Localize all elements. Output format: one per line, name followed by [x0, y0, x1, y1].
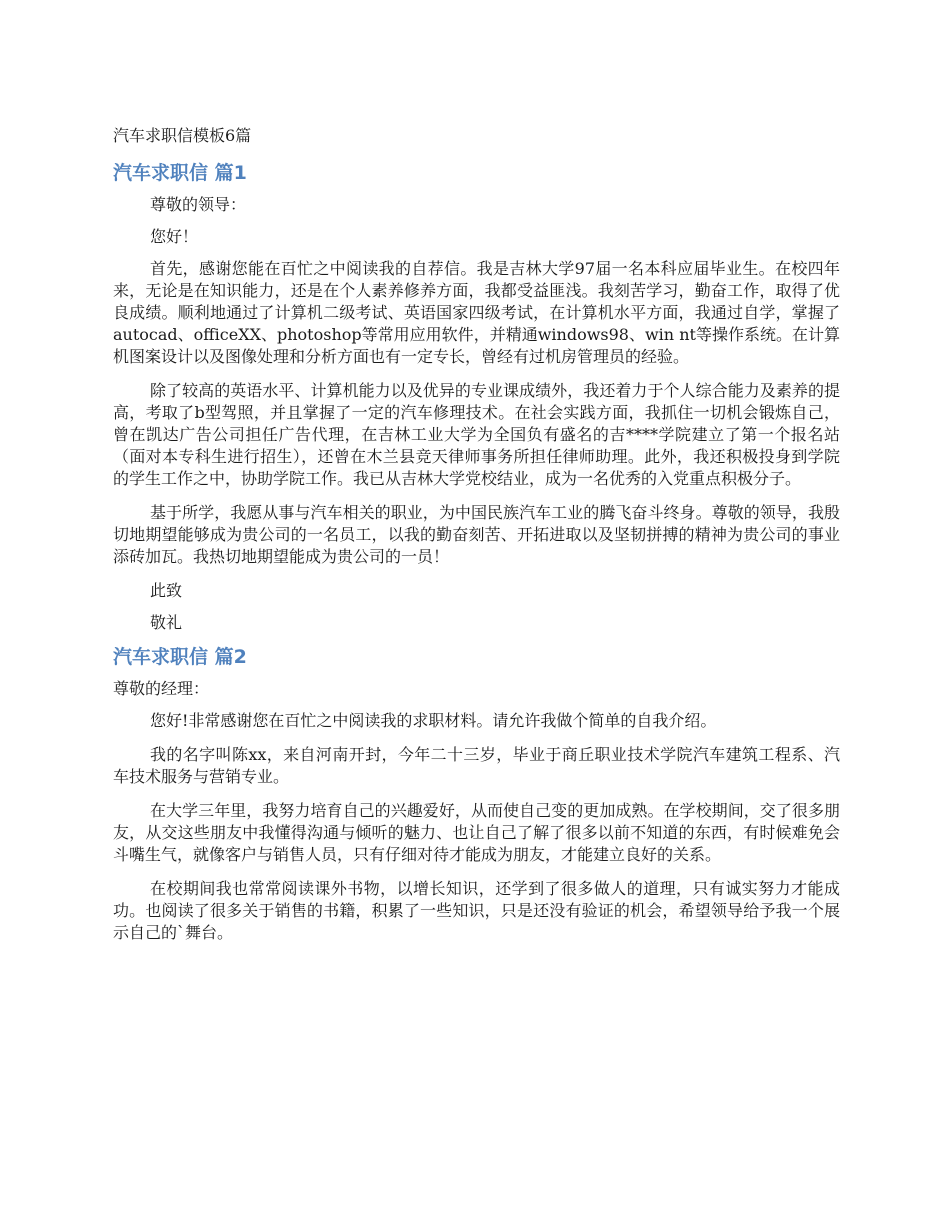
document-title: 汽车求职信模板6篇 [113, 126, 252, 145]
salutation: 尊敬的经理： [113, 679, 210, 698]
section-2 [113, 644, 840, 944]
greeting: 您好！ [150, 227, 199, 246]
body-paragraph: 您好!非常感谢您在百忙之中阅读我的求职材料。请允许我做个简单的自我介绍。 [150, 711, 717, 730]
section-heading: 汽车求职信 篇1 [113, 162, 247, 184]
section-1 [113, 160, 840, 634]
body-paragraph: 首先，感谢您能在百忙之中阅读我的自荐信。我是吉林大学97届一名本科应届毕业生。在校四年来，无论是在知识能力，还是在个人素养修养方面，我都受益匪浅。我刻苦学习，勤奋工作，取得了优良成绩。顺利地通过了计算机二级考试、英语国家四级考试，在计算机水平方面，我通过自学，掌握了autocad、officeXX、photoshop等常用应用软件，并精通windows98、win nt等操作系统。在计算机图案设计以及图像处理和分析方面也有一定专长，曾经有过机房管理员的经验。 [113, 259, 840, 366]
body-paragraph: 在大学三年里，我努力培育自己的兴趣爱好，从而使自己变的更加成熟。在学校期间，交了很多朋友，从交这些朋友中我懂得沟通与倾听的魅力、也让自己了解了很多以前不知道的东西，有时候难免会斗嘴生气，就像客户与销售人员，只有仔细对待才能成为朋友，才能建立良好的关系。 [113, 801, 840, 864]
body-paragraph: 在校期间我也常常阅读课外书物，以增长知识，还学到了很多做人的道理，只有诚实努力才能成功。也阅读了很多关于销售的书籍，积累了一些知识，只是还没有验证的机会，希望领导给予我一个展示自己的`舞台。 [113, 879, 840, 942]
body-paragraph: 我的名字叫陈xx，来自河南开封，今年二十三岁，毕业于商丘职业技术学院汽车建筑工程系、汽车技术服务与营销专业。 [113, 745, 840, 786]
body-paragraph: 除了较高的英语水平、计算机能力以及优异的专业课成绩外，我还着力于个人综合能力及素养的提高，考取了b型驾照，并且掌握了一定的汽车修理技术。在社会实践方面，我抓住一切机会锻炼自己，曾在凯达广告公司担任广告代理，在吉林工业大学为全国负有盛名的吉****学院建立了第一个报名站（面对本专科生进行招生），还曾在木兰县竞天律师事务所担任律师助理。此外，我还积极投身到学院的学生工作之中，协助学院工作。我已从吉林大学党校结业，成为一名优秀的入党重点积极分子。 [113, 381, 840, 488]
section-heading: 汽车求职信 篇2 [113, 646, 247, 668]
closing-line: 此致 [150, 581, 183, 600]
closing-line: 敬礼 [150, 613, 183, 632]
body-paragraph: 基于所学，我愿从事与汽车相关的职业，为中国民族汽车工业的腾飞奋斗终身。尊敬的领导，我殷切地期望能够成为贵公司的一名员工，以我的勤奋刻苦、开拓进取以及坚韧拼搏的精神为贵公司的事业添砖加瓦。我热切地期望能成为贵公司的一员！ [113, 503, 840, 566]
salutation: 尊敬的领导： [150, 195, 247, 214]
document-page [113, 124, 840, 956]
